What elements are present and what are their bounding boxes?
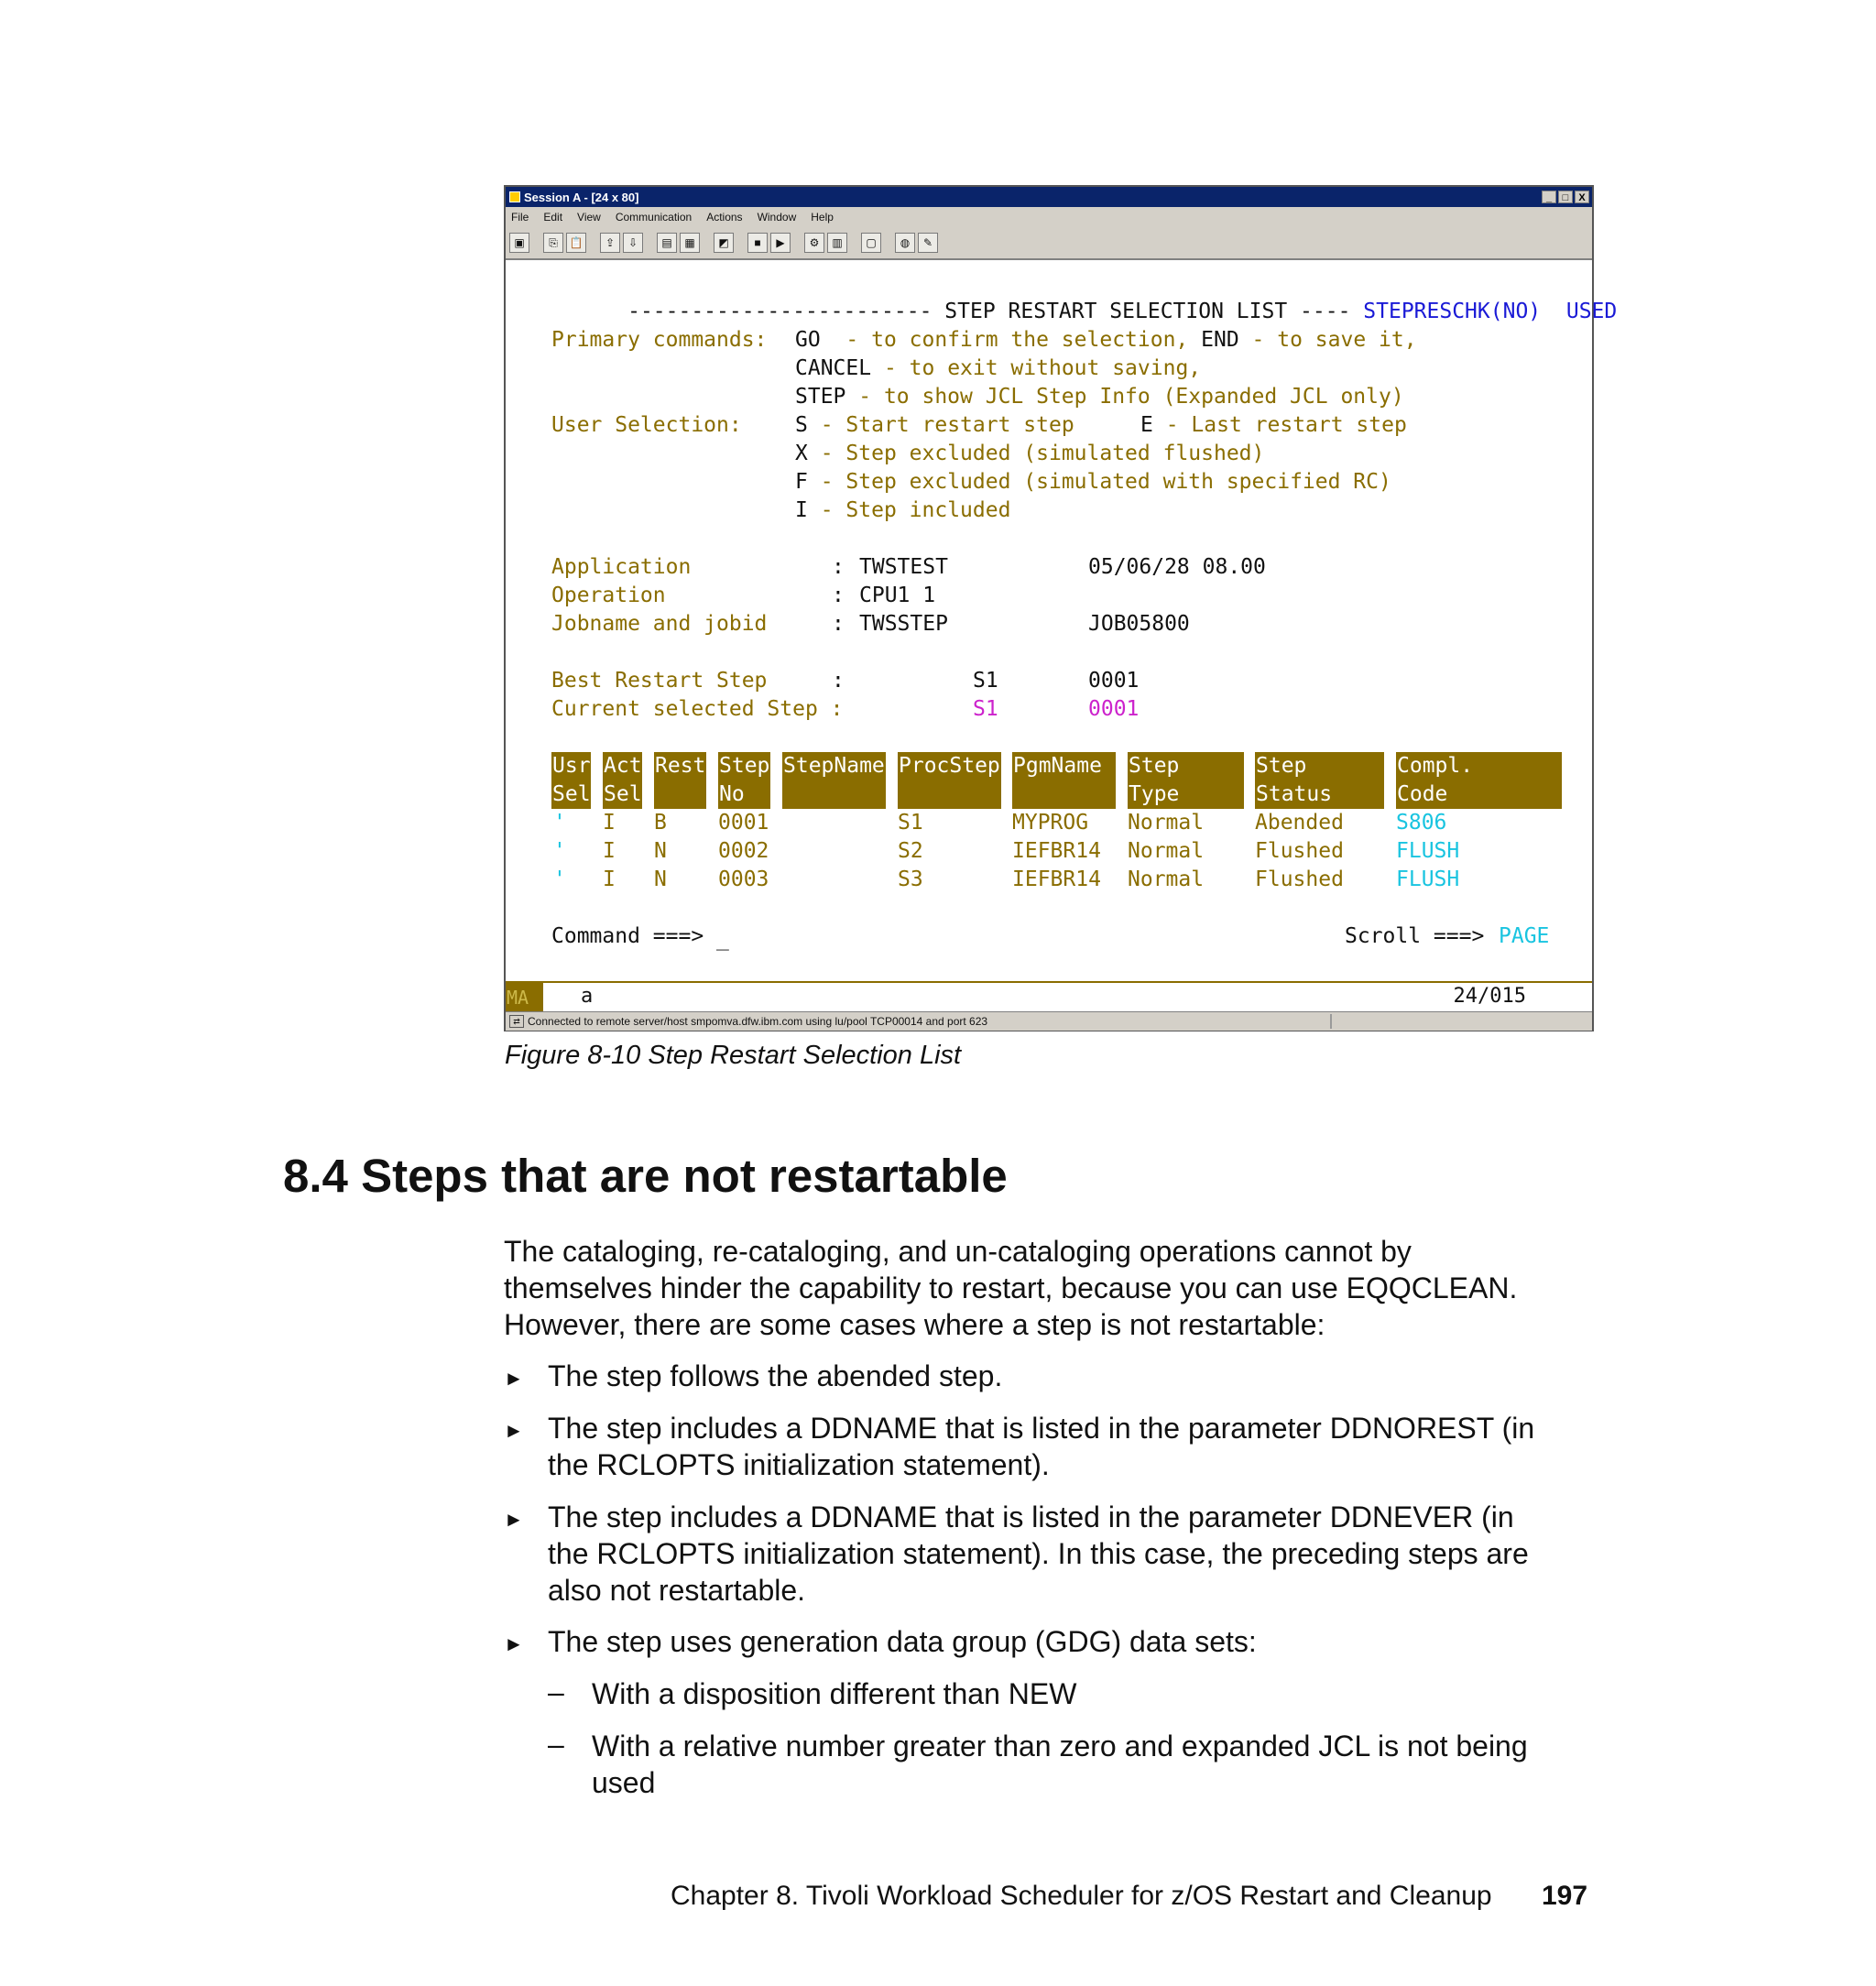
- status-divider: [1330, 1014, 1332, 1029]
- menu-window[interactable]: Window: [757, 211, 797, 224]
- app-icon: [509, 191, 520, 202]
- act-sel: I: [603, 811, 616, 835]
- dash-marker: –: [548, 1675, 564, 1708]
- operation-value: CPU1 1: [859, 584, 936, 607]
- sel-e: E: [1140, 413, 1153, 437]
- record-macro-icon[interactable]: ◩: [714, 233, 734, 253]
- sub-bullet-item: With a disposition different than NEW: [592, 1677, 1077, 1710]
- procstep: S3: [898, 868, 923, 891]
- display-icon[interactable]: ▤: [657, 233, 677, 253]
- page-number: 197: [1542, 1881, 1588, 1911]
- window-title: Session A - [24 x 80]: [524, 190, 639, 204]
- act-sel: I: [603, 839, 616, 863]
- operation-label: Operation: [551, 584, 666, 607]
- step-no: 0001: [718, 811, 769, 835]
- title-dashes: ------------------------: [627, 300, 933, 323]
- best-restart-label: Best Restart Step: [551, 669, 768, 693]
- job-id: JOB05800: [1088, 612, 1190, 636]
- receive-file-icon[interactable]: ⇩: [623, 233, 643, 253]
- menu-communication[interactable]: Communication: [615, 211, 693, 224]
- customize-icon[interactable]: ⚙: [804, 233, 824, 253]
- usr-sel-field[interactable]: ': [553, 811, 566, 835]
- footer-chapter: Chapter 8. Tivoli Workload Scheduler for z/OS Restart and Cleanup: [671, 1881, 1492, 1911]
- cmd-go: GO: [795, 328, 821, 352]
- keypad-icon[interactable]: ▦: [680, 233, 700, 253]
- user-selection-label: User Selection:: [551, 413, 742, 437]
- sel-x: X: [795, 442, 808, 465]
- procstep: S1: [898, 811, 923, 835]
- bullet-marker: ►: [504, 1419, 524, 1442]
- play-macro-icon[interactable]: ▶: [770, 233, 791, 253]
- print-screen-icon[interactable]: ▣: [509, 233, 529, 253]
- stop-macro-icon[interactable]: ■: [747, 233, 768, 253]
- oia-session: a: [581, 985, 594, 1008]
- application-colon: :: [832, 555, 845, 579]
- compl-code: S806: [1396, 811, 1447, 835]
- panel-used: USED: [1565, 300, 1618, 323]
- paste-icon[interactable]: 📋: [566, 233, 586, 253]
- pgmname: MYPROG: [1012, 811, 1089, 835]
- application-label: Application: [551, 555, 692, 579]
- panel-id: STEPRESCHK(NO): [1363, 300, 1542, 323]
- step-no: 0003: [718, 868, 769, 891]
- bullet-marker: ►: [504, 1508, 524, 1531]
- col-header-step-status: Step Status: [1255, 752, 1384, 809]
- step-type: Normal: [1128, 868, 1205, 891]
- status-bar: [506, 1011, 1592, 1031]
- cmd-end-desc: - to save it,: [1251, 328, 1417, 352]
- step-type: Normal: [1128, 811, 1205, 835]
- cursor-position: 24/015: [1453, 985, 1526, 1008]
- command-label: Command ===>: [551, 924, 704, 948]
- menu-help[interactable]: Help: [811, 211, 834, 224]
- usr-sel-field[interactable]: ': [553, 868, 566, 891]
- current-step-label: Current selected Step :: [551, 697, 844, 721]
- sub-bullet-item: With a relative number greater than zero and expanded JCL is not being used: [592, 1730, 1528, 1799]
- host-icon[interactable]: ▢: [861, 233, 881, 253]
- menu-edit[interactable]: Edit: [543, 211, 563, 224]
- application-date: 05/06/28 08.00: [1088, 555, 1266, 579]
- rest: N: [654, 839, 667, 863]
- primary-commands-label: Primary commands:: [551, 328, 768, 352]
- pgmname: IEFBR14: [1012, 868, 1101, 891]
- bullet-item: The step follows the abended step.: [548, 1359, 1003, 1392]
- usr-sel-field[interactable]: ': [553, 839, 566, 863]
- send-file-icon[interactable]: ⇪: [600, 233, 620, 253]
- col-header-act-sel: Act Sel: [603, 752, 642, 809]
- pgmname: IEFBR14: [1012, 839, 1101, 863]
- scroll-value[interactable]: PAGE: [1499, 924, 1550, 948]
- menu-bar: [506, 207, 1592, 228]
- sel-i-desc: - Step included: [820, 498, 1011, 522]
- jobname-label: Jobname and jobid: [551, 612, 768, 636]
- sel-f: F: [795, 470, 808, 494]
- step-status: Flushed: [1255, 868, 1344, 891]
- jobname-colon: :: [832, 612, 845, 636]
- step-status: Flushed: [1255, 839, 1344, 863]
- compl-code: FLUSH: [1396, 839, 1460, 863]
- col-header-compl-code: Compl. Code: [1396, 752, 1562, 809]
- cmd-go-desc: - to confirm the selection,: [845, 328, 1189, 352]
- toolbar: [506, 227, 1592, 260]
- menu-file[interactable]: File: [511, 211, 529, 224]
- best-restart-no: 0001: [1088, 669, 1140, 693]
- scroll-label: Scroll ===>: [1345, 924, 1485, 948]
- oia-ma-indicator: MA: [506, 983, 543, 1013]
- bullet-marker: ►: [504, 1632, 524, 1655]
- col-header-step-no: Step No: [718, 752, 770, 809]
- window-titlebar: [506, 187, 1592, 207]
- menu-actions[interactable]: Actions: [706, 211, 743, 224]
- procstep: S2: [898, 839, 923, 863]
- section-title: 8.4 Steps that are not restartable: [283, 1150, 1008, 1202]
- figure-caption: Figure 8-10 Step Restart Selection List: [505, 1041, 962, 1070]
- col-header-pgmname: PgmName: [1012, 752, 1116, 809]
- application-value: TWSTEST: [859, 555, 948, 579]
- cmd-cancel-desc: - to exit without saving,: [883, 356, 1202, 380]
- act-sel: I: [603, 868, 616, 891]
- current-step: S1: [973, 697, 998, 721]
- bullet-marker: ►: [504, 1367, 524, 1390]
- cmd-end: END: [1201, 328, 1239, 352]
- jobname-value: TWSSTEP: [859, 612, 948, 636]
- col-header-stepname: StepName: [782, 752, 886, 809]
- col-header-usr-sel: Usr Sel: [551, 752, 591, 809]
- step-no: 0002: [718, 839, 769, 863]
- step-status: Abended: [1255, 811, 1344, 835]
- sel-x-desc: - Step excluded (simulated flushed): [820, 442, 1265, 465]
- compl-code: FLUSH: [1396, 868, 1460, 891]
- bullet-item: The step uses generation data group (GDG) data sets:: [548, 1625, 1257, 1658]
- current-step-no: 0001: [1088, 697, 1140, 721]
- panel-title: STEP RESTART SELECTION LIST: [944, 300, 1288, 323]
- terminal-window: [504, 185, 1618, 1031]
- cmd-step: STEP: [795, 385, 846, 409]
- minimize-button[interactable]: _: [1542, 191, 1556, 203]
- rest: B: [654, 811, 667, 835]
- sel-s: S: [795, 413, 808, 437]
- sel-s-desc: - Start restart step: [820, 413, 1074, 437]
- col-header-step-type: Step Type: [1128, 752, 1244, 809]
- globe-icon[interactable]: ◍: [895, 233, 915, 253]
- sel-i: I: [795, 498, 808, 522]
- operation-colon: :: [832, 584, 845, 607]
- maximize-button[interactable]: □: [1558, 191, 1573, 203]
- dash-marker: –: [548, 1728, 564, 1761]
- edit-icon[interactable]: ✎: [918, 233, 938, 253]
- best-restart-step: S1: [973, 669, 998, 693]
- bullet-item: The step includes a DDNAME that is listed in the parameter DDNOREST (in the RCLOPTS initialization statement).: [548, 1412, 1535, 1481]
- col-header-procstep: ProcStep: [898, 752, 1001, 809]
- col-header-rest: Rest: [654, 752, 706, 809]
- step-type: Normal: [1128, 839, 1205, 863]
- bullet-item: The step includes a DDNAME that is listed in the parameter DDNEVER (in the RCLOPTS initialization statement). In this case, the preceding steps are also not restartable.: [548, 1500, 1529, 1607]
- cmd-step-desc: - to show JCL Step Info (Expanded JCL only): [858, 385, 1404, 409]
- cmd-cancel: CANCEL: [795, 356, 872, 380]
- terminal-screen: [506, 260, 1618, 981]
- best-restart-colon: :: [832, 669, 845, 693]
- copy-icon[interactable]: ⎘: [543, 233, 563, 253]
- status-text: Connected to remote server/host smpomva.dfw.ibm.com using lu/pool TCP00014 and port 623: [528, 1015, 988, 1028]
- command-input[interactable]: _: [716, 927, 729, 951]
- connection-icon: ⇄: [509, 1015, 524, 1028]
- sel-f-desc: - Step excluded (simulated with specified RC): [820, 470, 1391, 494]
- sel-e-desc: - Last restart step: [1165, 413, 1407, 437]
- map-icon[interactable]: ▥: [827, 233, 847, 253]
- close-button[interactable]: X: [1575, 191, 1589, 203]
- operator-info-area: [506, 981, 1592, 1013]
- title-dashes-2: ----: [1300, 300, 1351, 323]
- menu-view[interactable]: View: [577, 211, 601, 224]
- rest: N: [654, 868, 667, 891]
- intro-paragraph: The cataloging, re-cataloging, and un-cataloging operations cannot by themselves hinder the capability to restart, because you can use EQQCLEAN. However, there are some cases where a step is not restartable:: [504, 1235, 1518, 1341]
